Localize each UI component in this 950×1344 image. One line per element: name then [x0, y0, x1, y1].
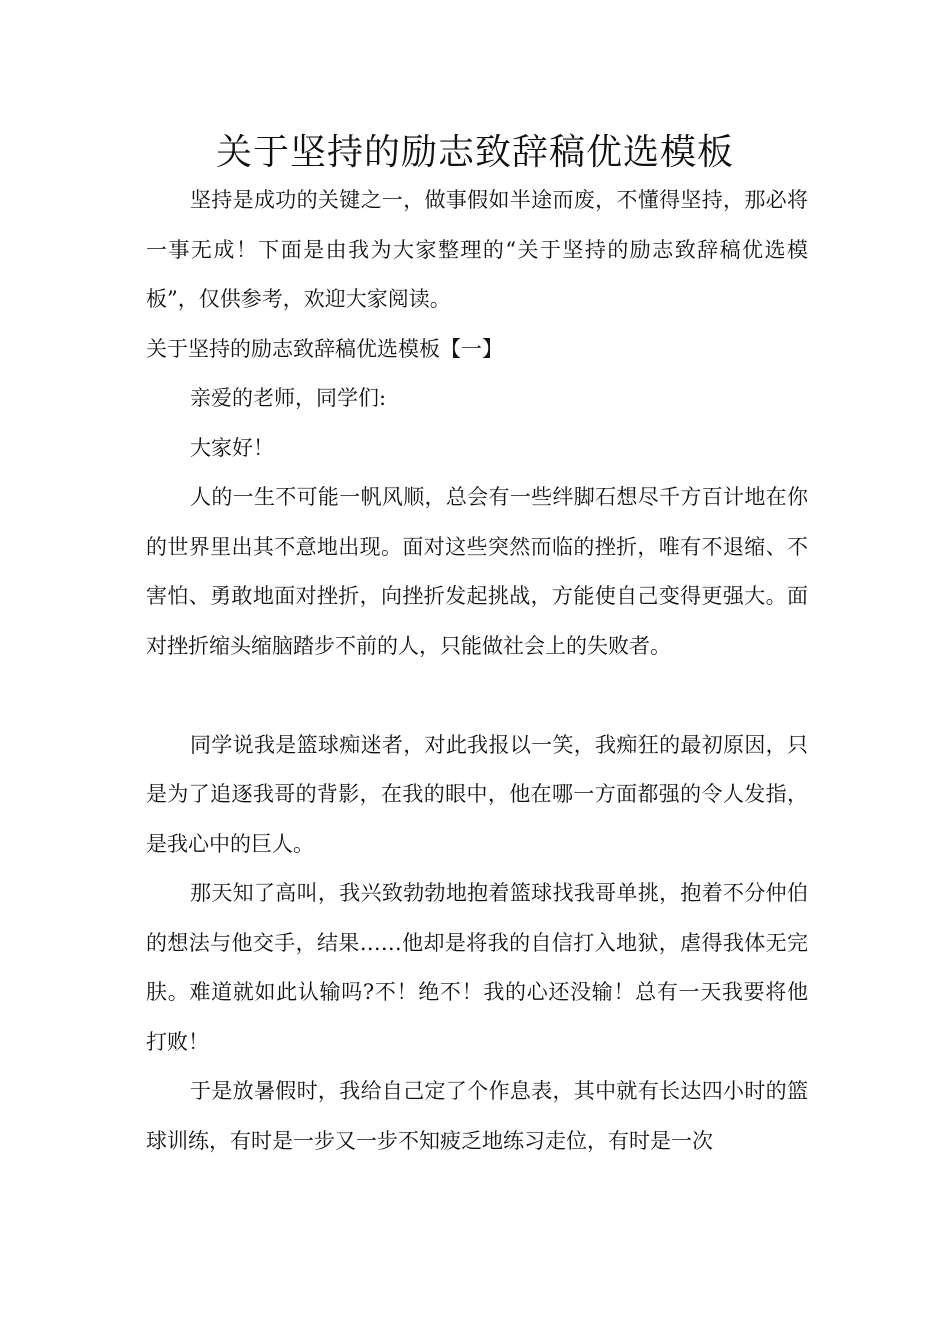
body-paragraph-1: 人的一生不可能一帆风顺，总会有一些绊脚石想尽千方百计地在你的世界里出其不意地出现。面对这些突然而临的挫折，唯有不退缩、不害怕、勇敢地面对挫折，向挫折发起挑战，方能使自己变得更强大。面对挫折缩头缩脑踏步不前的人，只能做社会上的失败者。	[146, 485, 808, 658]
body-paragraph-3: 那天知了高叫，我兴致勃勃地抱着篮球找我哥单挑，抱着不分仲伯的想法与他交手，结果……他却是将我的自信打入地狱，虐得我体无完肤。难道就如此认输吗?不！绝不！我的心还没输！总有一天我要将他打败！	[146, 881, 808, 1054]
document-title: 关于坚持的励志致辞稿优选模板	[215, 132, 734, 173]
body-paragraph-2: 同学说我是篮球痴迷者，对此我报以一笑，我痴狂的最初原因，只是为了追逐我哥的背影，在我的眼中，他在哪一方面都强的令人发指，是我心中的巨人。	[146, 732, 808, 856]
section-heading: 关于坚持的励志致辞稿优选模板【一】	[146, 336, 503, 361]
body-paragraph-4: 于是放暑假时，我给自己定了个作息表，其中就有长达四小时的篮球训练，有时是一步又一步不知疲乏地练习走位，有时是一次	[146, 1079, 808, 1153]
paragraph-spacer	[146, 671, 808, 721]
intro-paragraph: 坚持是成功的关键之一，做事假如半途而废，不懂得坚持，那必将一事无成！下面是由我为大家整理的“关于坚持的励志致辞稿优选模板”，仅供参考，欢迎大家阅读。	[146, 188, 808, 311]
document-body	[146, 176, 808, 1166]
greeting: 大家好！	[190, 435, 274, 460]
salutation: 亲爱的老师，同学们:	[190, 386, 387, 410]
